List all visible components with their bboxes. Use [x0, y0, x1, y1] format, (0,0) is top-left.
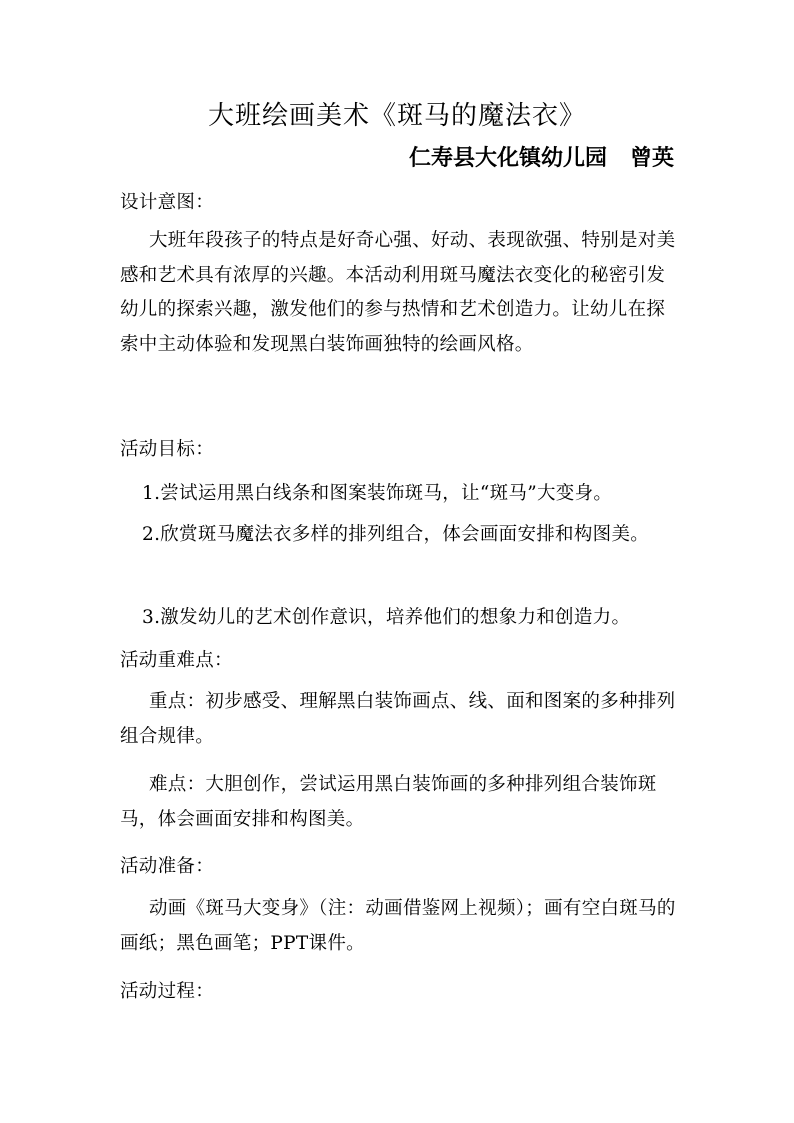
- author-line: 仁寿县大化镇幼儿园 曾英: [409, 146, 674, 171]
- goal-item-1: 1.尝试运用黑白线条和图案装饰斑马，让“斑马”大变身。: [142, 483, 613, 504]
- keypoints-heading: 活动重难点：: [120, 650, 233, 671]
- goal-item-3: 3.激发幼儿的艺术创作意识，培养他们的想象力和创造力。: [142, 607, 631, 628]
- prep-paragraph: 动画《斑马大变身》（注：动画借鉴网上视频）；画有空白斑马的画纸；黑色画笔；PPT课件。: [120, 898, 676, 954]
- prep-heading: 活动准备：: [120, 856, 215, 877]
- document-title: 大班绘画美术《斑马的魔法衣》: [207, 101, 586, 131]
- process-heading: 活动过程：: [120, 981, 215, 1002]
- design-heading: 设计意图：: [120, 192, 215, 213]
- design-paragraph: 大班年段孩子的特点是好奇心强、好动、表现欲强、特别是对美感和艺术具有浓厚的兴趣。本活动利用斑马魔法衣变化的秘密引发幼儿的探索兴趣，激发他们的参与热情和艺术创造力。让幼儿在探索中主动体验和发现黑白装饰画独特的绘画风格。: [120, 230, 676, 355]
- difficult-point-paragraph: 难点：大胆创作，尝试运用黑白装饰画的多种排列组合装饰斑马，体会画面安排和构图美。: [120, 774, 657, 830]
- goal-item-2: 2.欣赏斑马魔法衣多样的排列组合，体会画面安排和构图美。: [142, 524, 650, 545]
- key-point-paragraph: 重点：初步感受、理解黑白装饰画点、线、面和图案的多种排列组合规律。: [120, 691, 676, 747]
- goals-heading: 活动目标：: [120, 439, 215, 460]
